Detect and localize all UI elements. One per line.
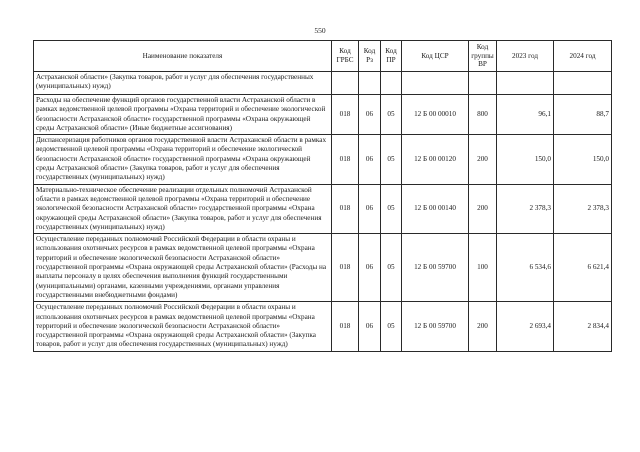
page-number: 550 bbox=[314, 26, 326, 35]
header-vr: Код группы ВР bbox=[469, 41, 497, 72]
row-csr: 12 Б 00 59700 bbox=[402, 234, 469, 302]
row-name: Расходы на обеспечение функций органов государственной власти Астраханской области в рамках ведомственной целевой программы «Охрана территорий и обеспечение экологической безопасности Астраханской области» государственной программы «Охрана окружающей среды Астраханской области» (Иные бюджетные ассигнования) bbox=[34, 95, 332, 135]
row-rz: 06 bbox=[359, 234, 381, 302]
row-pr: 05 bbox=[381, 184, 402, 233]
row-name: Диспансеризация работников органов государственной власти Астраханской области в рамках ведомственной целевой программы «Охрана территорий и обеспечение экологической безопасности Астраханской области» государственной программы «Охрана окружающей среды Астраханской области» (Закупка товаров, работ и услуг для обеспечения государственных (муниципальных) нужд) bbox=[34, 135, 332, 184]
table-header bbox=[34, 41, 612, 72]
row-2024: 6 621,4 bbox=[554, 234, 612, 302]
row-2023: 2 693,4 bbox=[497, 302, 554, 351]
table-row bbox=[34, 302, 612, 351]
row-vr bbox=[469, 72, 497, 95]
header-grbs: Код ГРБС bbox=[332, 41, 359, 72]
table-row bbox=[34, 95, 612, 135]
row-csr: 12 Б 00 00120 bbox=[402, 135, 469, 184]
row-vr: 800 bbox=[469, 95, 497, 135]
row-2024: 150,0 bbox=[554, 135, 612, 184]
row-grbs: 018 bbox=[332, 95, 359, 135]
row-rz: 06 bbox=[359, 135, 381, 184]
row-2023 bbox=[497, 72, 554, 95]
row-grbs: 018 bbox=[332, 135, 359, 184]
table-row bbox=[34, 135, 612, 184]
row-2023: 96,1 bbox=[497, 95, 554, 135]
row-vr: 100 bbox=[469, 234, 497, 302]
row-csr bbox=[402, 72, 469, 95]
row-rz: 06 bbox=[359, 95, 381, 135]
row-csr: 12 Б 00 00010 bbox=[402, 95, 469, 135]
row-grbs: 018 bbox=[332, 184, 359, 233]
row-name: Материально-техническое обеспечение реализации отдельных полномочий Астраханской области в рамках ведомственной целевой программы «Охрана территорий и обеспечение экологической безопасности Астраханской области» государственной программы «Охрана окружающей среды Астраханской области» (Закупка товаров, работ и услуг для обеспечения государственных (муниципальных) нужд) bbox=[34, 184, 332, 233]
row-grbs: 018 bbox=[332, 302, 359, 351]
header-2023: 2023 год bbox=[497, 41, 554, 72]
table-row bbox=[34, 234, 612, 302]
row-vr: 200 bbox=[469, 184, 497, 233]
table-row bbox=[34, 184, 612, 233]
header-rz: Код Рз bbox=[359, 41, 381, 72]
row-2023: 150,0 bbox=[497, 135, 554, 184]
row-pr: 05 bbox=[381, 302, 402, 351]
header-pr: Код ПР bbox=[381, 41, 402, 72]
row-2023: 6 534,6 bbox=[497, 234, 554, 302]
row-grbs bbox=[332, 72, 359, 95]
row-pr bbox=[381, 72, 402, 95]
row-2023: 2 378,3 bbox=[497, 184, 554, 233]
header-csr: Код ЦСР bbox=[402, 41, 469, 72]
row-rz: 06 bbox=[359, 184, 381, 233]
row-rz: 06 bbox=[359, 302, 381, 351]
row-2024: 2 834,4 bbox=[554, 302, 612, 351]
row-pr: 05 bbox=[381, 95, 402, 135]
table-row bbox=[34, 72, 612, 95]
row-rz bbox=[359, 72, 381, 95]
header-name: Наименование показателя bbox=[34, 41, 332, 72]
row-csr: 12 Б 00 00140 bbox=[402, 184, 469, 233]
row-vr: 200 bbox=[469, 302, 497, 351]
row-csr: 12 Б 00 59700 bbox=[402, 302, 469, 351]
row-2024: 2 378,3 bbox=[554, 184, 612, 233]
row-grbs: 018 bbox=[332, 234, 359, 302]
header-2024: 2024 год bbox=[554, 41, 612, 72]
row-name: Астраханской области» (Закупка товаров, работ и услуг для обеспечения государственных (муниципальных) нужд) bbox=[34, 72, 332, 95]
row-2024 bbox=[554, 72, 612, 95]
row-2024: 88,7 bbox=[554, 95, 612, 135]
row-pr: 05 bbox=[381, 135, 402, 184]
row-pr: 05 bbox=[381, 234, 402, 302]
budget-table bbox=[33, 40, 612, 352]
row-vr: 200 bbox=[469, 135, 497, 184]
row-name: Осуществление переданных полномочий Российской Федерации в области охраны и использования охотничьих ресурсов в рамках ведомственной целевой программы «Охрана территорий и обеспечение экологической безопасности Астраханской области» государственной программы «Охрана окружающей среды Астраханской области» (Закупка товаров, работ и услуг для обеспечения государственных (муниципальных) нужд) bbox=[34, 302, 332, 351]
row-name: Осуществление переданных полномочий Российской Федерации в области охраны и использования охотничьих ресурсов в рамках ведомственной целевой программы «Охрана территорий и обеспечение экологической безопасности Астраханской области» государственной программы «Охрана окружающей среды Астраханской области» (Расходы на выплаты персоналу в целях обеспечения выполнения функций государственными (муниципальными) органами, казенными учреждениями, органами управления государственными внебюджетными фондами) bbox=[34, 234, 332, 302]
